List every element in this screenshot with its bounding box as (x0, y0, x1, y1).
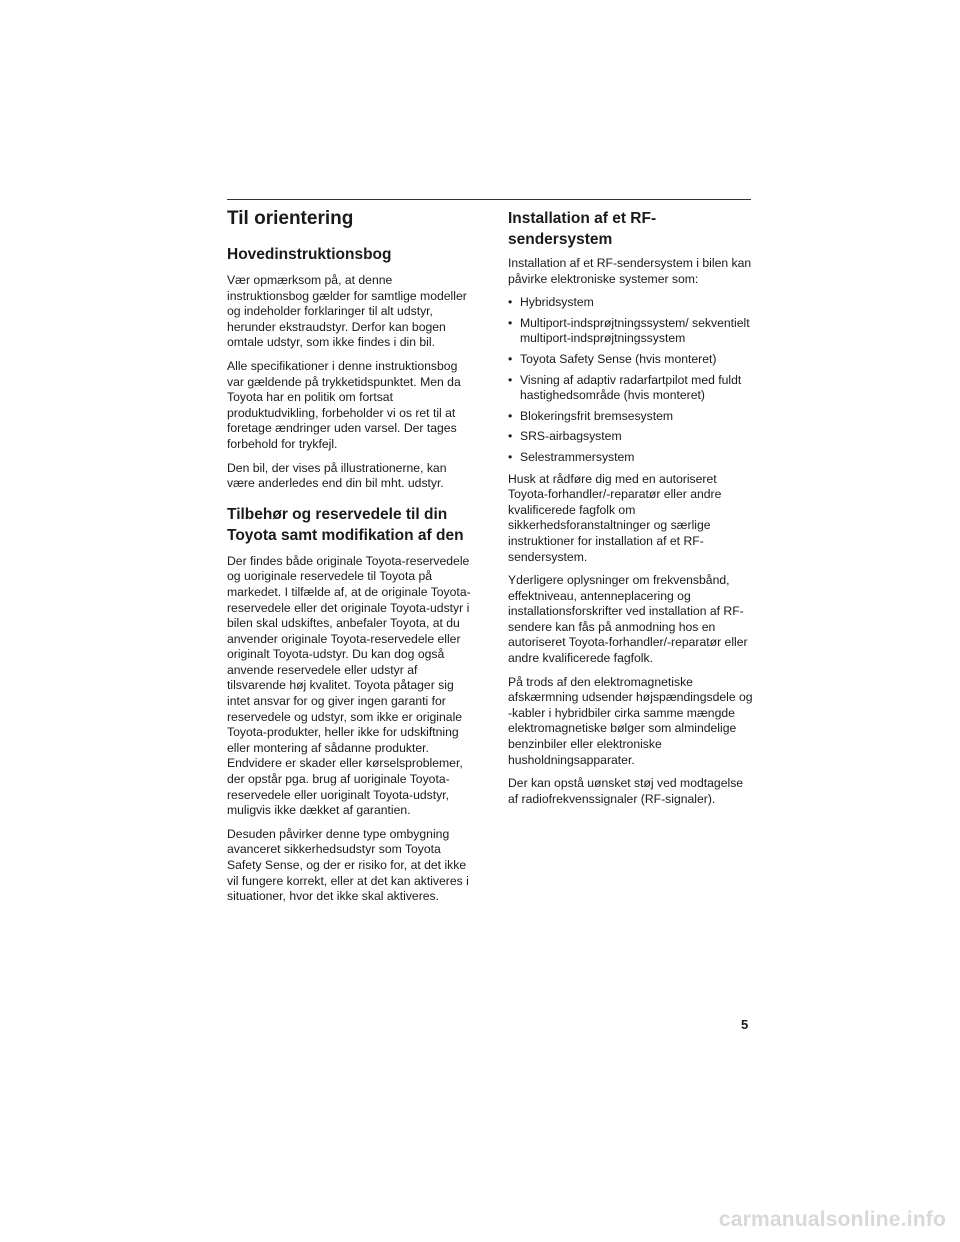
list-item: • Hybridsystem (508, 295, 754, 311)
left-column (227, 206, 473, 913)
affected-systems-list (508, 295, 754, 465)
list-item: • Toyota Safety Sense (hvis monteret) (508, 352, 754, 368)
right-column (508, 206, 754, 815)
paragraph: Desuden påvirker denne type ombygning avanceret sikkerhedsudstyr som Toyota Safety Sense, og der er risiko for, at det ikke vil fungere korrekt, eller at det kan aktiveres i situationer, hvor det ikke skal aktiveres. (227, 826, 469, 904)
paragraph: Der kan opstå uønsket støj ved modtagelse af radiofrekvenssignaler (RF-signaler). (508, 776, 744, 806)
section-heading-rf-installation: Installation af et RF-sendersystem (508, 210, 657, 248)
page-number: 5 (741, 1017, 749, 1032)
list-item: • Visning af adaptiv radarfartpilot med fuldt hastighedsområde (hvis monteret) (508, 373, 754, 404)
paragraph: Installation af et RF-sendersystem i bilen kan påvirke elektroniske systemer som: (508, 256, 752, 286)
paragraph: Yderligere oplysninger om frekvensbånd, effektniveau, antenneplacering og installationsforskrifter ved installation af RF-sendere kan fås på anmodning hos en autoriseret Toyota-forhandler/-reparatør eller andre kvalificerede fagfolk. (508, 573, 748, 666)
page-title: Til orientering (227, 208, 354, 229)
section-heading-accessories: Tilbehør og reservedele til din Toyota samt modifikation af den (227, 505, 464, 544)
section-heading-main-manual: Hovedinstruktionsbog (227, 246, 392, 263)
paragraph: Husk at rådføre dig med en autoriseret Toyota-forhandler/-reparatør eller andre kvalificerede fagfolk om sikkerhedsforanstaltninger og særlige instruktioner for installation af et RF-sendersystem. (508, 471, 722, 564)
paragraph: Der findes både originale Toyota-reservedele og uoriginale reservedele til Toyota på markedet. I tilfælde af, at de originale Toyota-reservedele eller det originale Toyota-udstyr i bilen skal udskiftes, anbefaler Toyota, at du anvender originale Toyota-reservedele eller originalt Toyota-udstyr. Du kan dog også anvende reservedele eller udstyr af tilsvarende høj kvalitet. Toyota påtager sig intet ansvar for og giver ingen garanti for reservedele og udstyr, som ikke er originale Toyota-produkter, heller ikke for udskiftning eller montering af sådanne produkter. Endvidere er skader eller kørselsproblemer, der opstår pga. brug af uoriginale Toyota-reservedele eller uoriginalt Toyota-udstyr, muligvis ikke dækket af garantien. (227, 553, 471, 818)
list-item: • SRS-airbagsystem (508, 429, 754, 445)
paragraph: Alle specifikationer i denne instruktionsbog var gældende på trykketidspunktet. Men da Toyota har en politik om fortsat produktudvikling, forbeholder vi os ret til at foretage ændringer uden varsel. Der tages forbehold for trykfejl. (227, 358, 461, 451)
list-item: • Selestrammersystem (508, 450, 754, 466)
footer-watermark: carmanualsonline.info (718, 1208, 946, 1231)
paragraph: Den bil, der vises på illustrationerne, kan være anderledes end din bil mht. udstyr. (227, 460, 447, 491)
list-item: • Blokeringsfrit bremsesystem (508, 409, 754, 425)
paragraph: På trods af den elektromagnetiske afskærmning udsender højspændingsdele og -kabler i hybridbiler cirka samme mængde elektromagnetiske bølger som almindelige benzinbiler eller elektroniske husholdningsapparater. (508, 674, 753, 767)
header-rule (227, 199, 751, 200)
list-item: • Multiport-indsprøjtningssystem/ sekventielt multiport-indsprøjtningssystem (508, 316, 754, 347)
paragraph: Vær opmærksom på, at denne instruktionsbog gælder for samtlige modeller og indeholder forklaringer til alt udstyr, herunder ekstraudstyr. Derfor kan bogen omtale udstyr, som ikke findes i din bil. (227, 273, 467, 350)
